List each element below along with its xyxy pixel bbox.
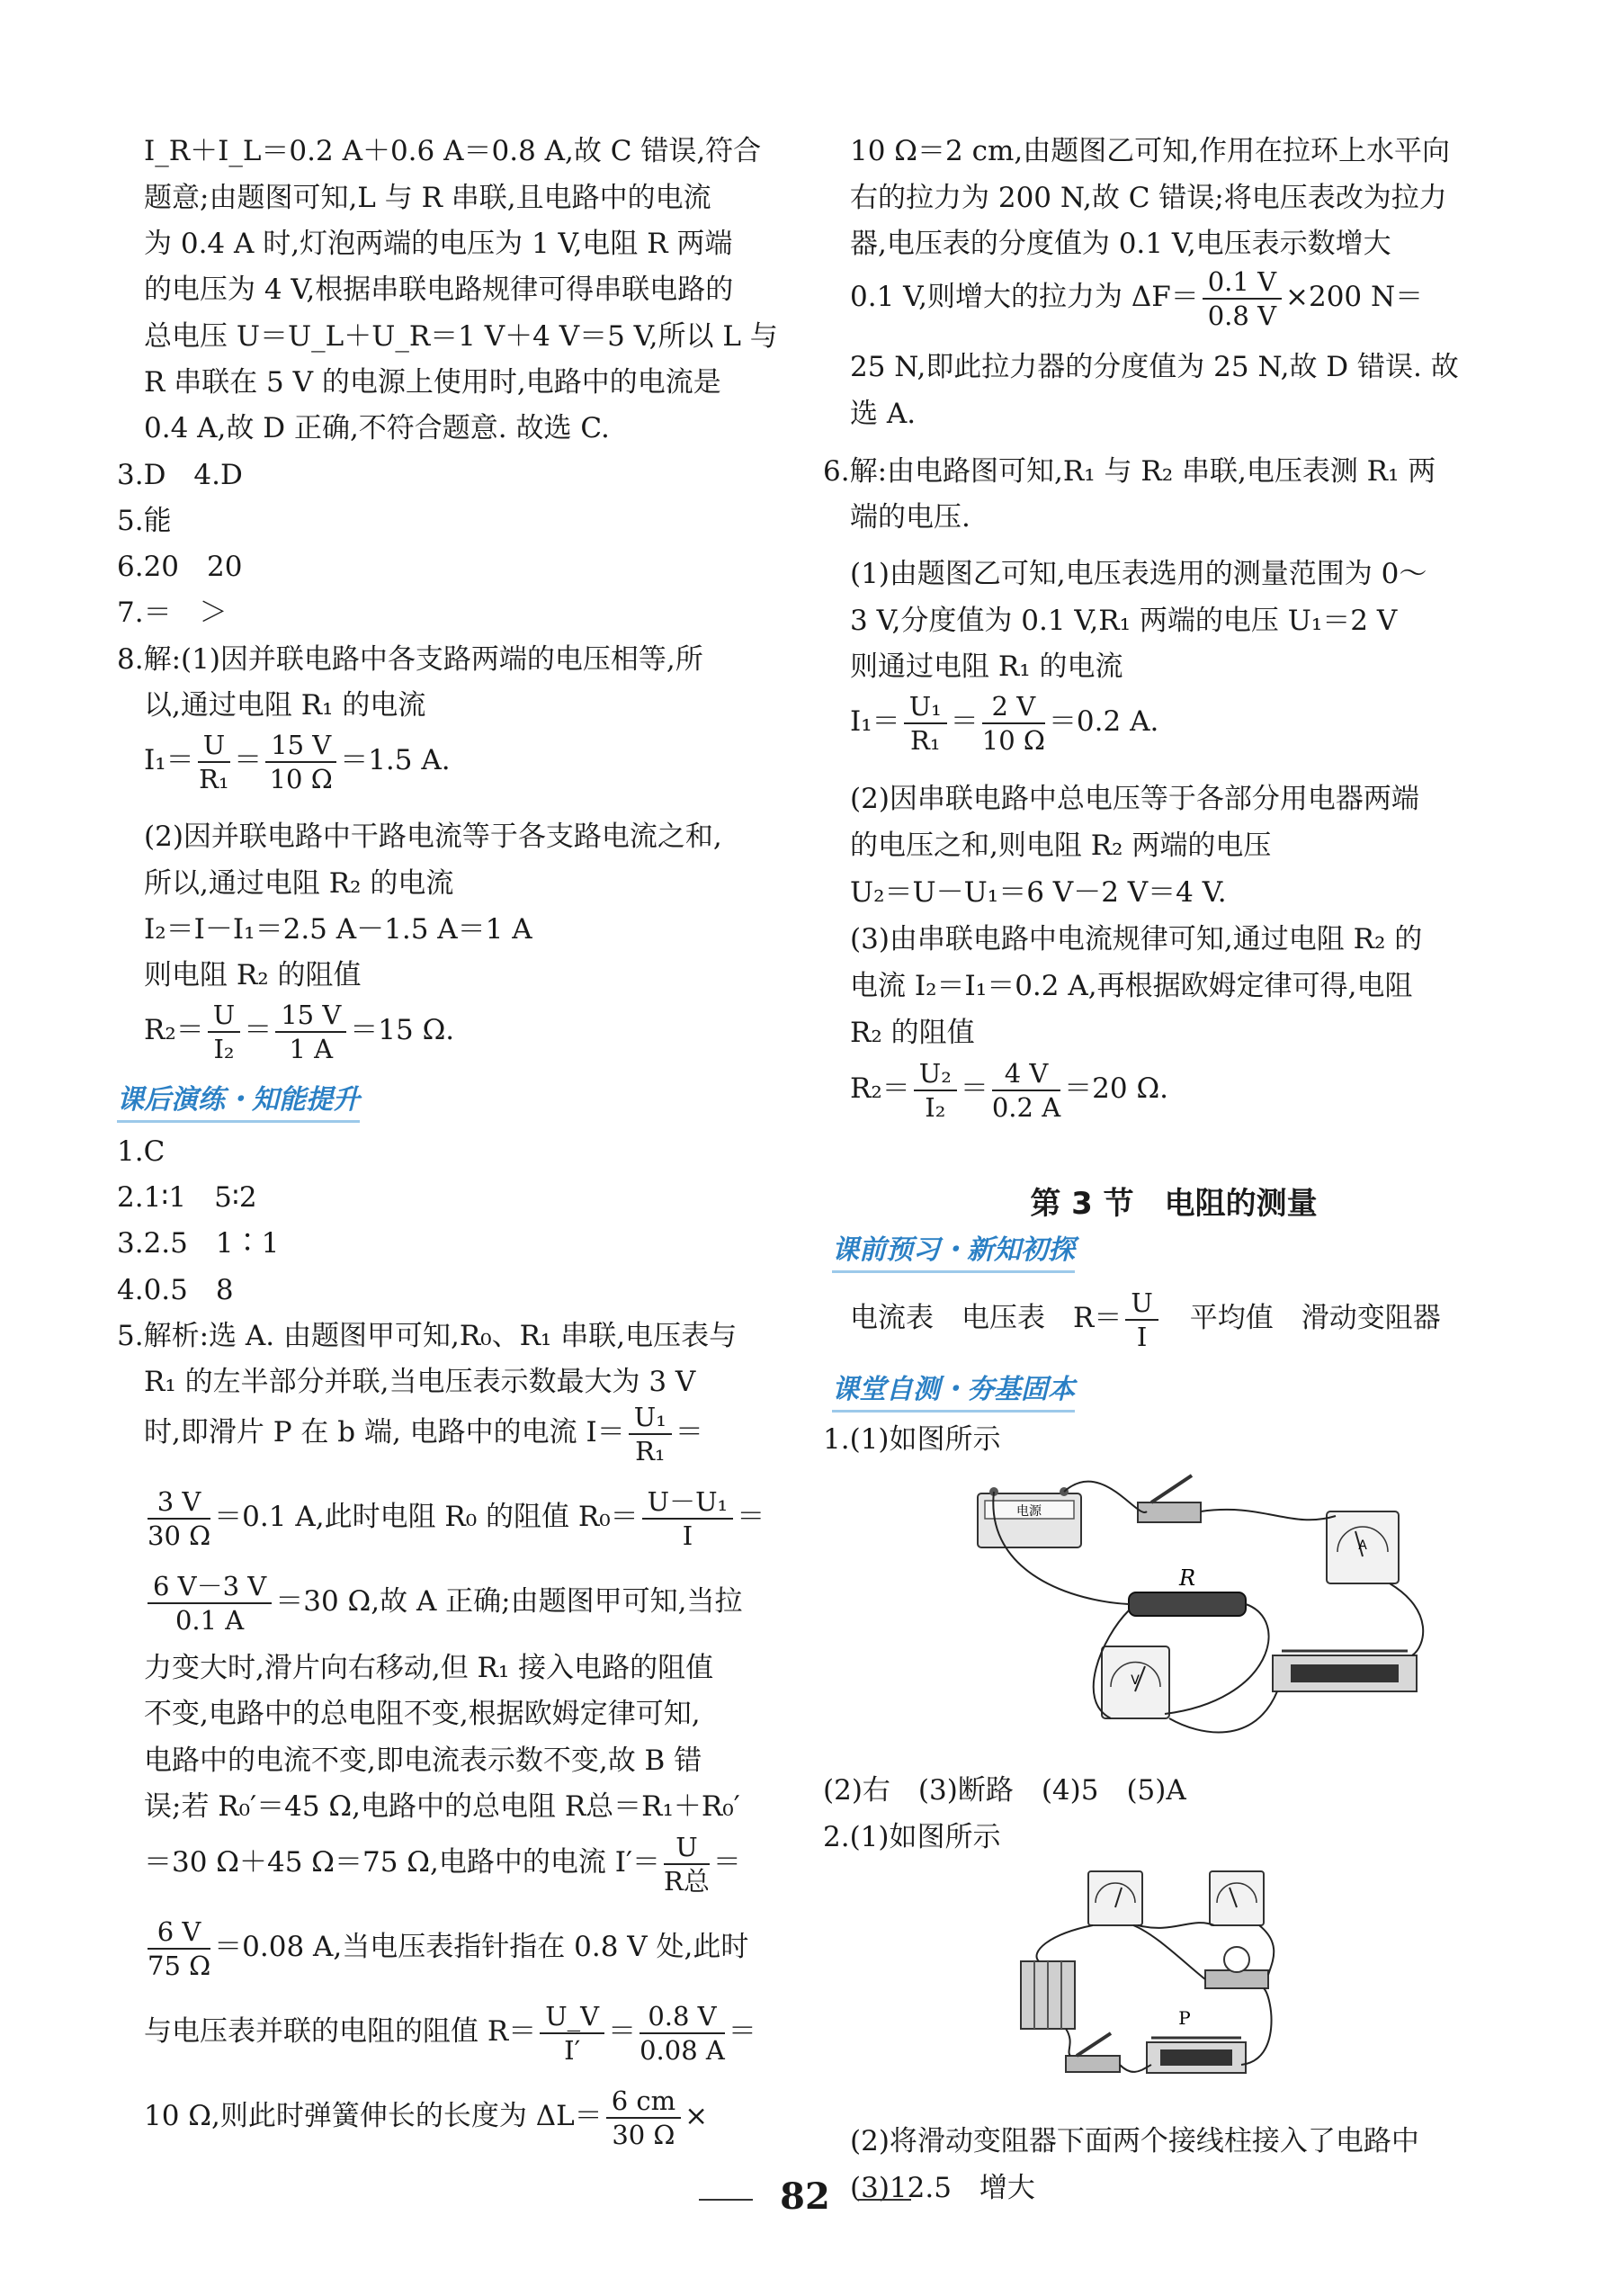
numerator: 6 V－3 V: [148, 1570, 272, 1604]
numerator: 0.8 V: [640, 2000, 725, 2034]
formula-text: ＝: [960, 1072, 988, 1105]
text-line: 的电压之和,则电阻 R₂ 两端的电压: [850, 830, 1272, 862]
numerator: U: [664, 1831, 710, 1865]
page-number-dash: [857, 2199, 911, 2201]
denominator: 0.8 V: [1207, 300, 1277, 331]
text-line: 器,电压表的分度值为 0.1 V,电压表示数增大: [850, 228, 1391, 260]
formula-text: ＝: [737, 1501, 765, 1533]
wire: [1138, 1923, 1214, 1928]
denominator: I: [1136, 1321, 1148, 1352]
formula-line: [144, 2080, 708, 2152]
denominator: R总: [664, 1865, 710, 1897]
formula-line: [850, 1282, 1441, 1354]
formula-text: 时,即滑片 P 在 b 端, 电路中的电流 I＝: [144, 1416, 625, 1448]
fraction: [148, 1485, 210, 1552]
answer-line: 2.(1)如图所示: [823, 1821, 1001, 1853]
formula-line: [144, 1911, 748, 1983]
text-line: 力变大时,滑片向右移动,但 R₁ 接入电路的阻值: [144, 1652, 714, 1684]
denominator: R₁: [635, 1435, 666, 1466]
circuit-figure-1: [967, 1466, 1453, 1763]
denominator: 30 Ω: [148, 1520, 211, 1551]
formula-line: [144, 724, 451, 796]
ammeter-label: A: [1358, 1538, 1367, 1553]
formula-text: 电流表 电压表 R＝: [850, 1302, 1123, 1334]
formula-text: ＝30 Ω,故 A 正确;由题图甲可知,当拉: [275, 1585, 743, 1618]
formula-text: ＝: [712, 1846, 741, 1879]
text-line: U₂＝U－U₁＝6 V－2 V＝4 V.: [850, 876, 1227, 909]
fraction: [914, 1057, 957, 1124]
answer-line: 5.解析:选 A. 由题图甲可知,R₀、R₁ 串联,电压表与: [117, 1320, 738, 1352]
formula-text: I₁＝: [144, 744, 194, 776]
denominator: 75 Ω: [148, 1950, 211, 1981]
section-title: 课前预习・新知初探: [832, 1233, 1075, 1273]
switch-lever: [1077, 2033, 1111, 2056]
numerator: U₁: [904, 690, 947, 724]
text-line: (2)因串联电路中总电压等于各部分用电器两端: [850, 783, 1419, 815]
fraction: [606, 2085, 681, 2151]
formula-text: 平均值 滑动变阻器: [1161, 1302, 1441, 1334]
formula-line: [850, 686, 1158, 758]
numerator: U₂: [914, 1057, 957, 1091]
text-line: 以,通过电阻 R₁ 的电流: [144, 689, 426, 722]
power-label: 电源: [1016, 1504, 1042, 1519]
numerator: 15 V: [275, 999, 346, 1033]
text-line: R₁ 的左半部分并联,当电压表示数最大为 3 V: [144, 1366, 696, 1398]
formula-text: ＝: [950, 705, 979, 738]
text-line: 则通过电阻 R₁ 的电流: [850, 650, 1123, 683]
denominator: 10 Ω: [981, 724, 1045, 756]
formula-line: [144, 1996, 756, 2067]
answer-line: 6.20 20: [117, 551, 243, 583]
rheostat-coil: [1160, 2049, 1232, 2066]
fraction: [275, 999, 346, 1065]
numerator: U－U₁: [642, 1485, 734, 1520]
subsection-heading: 第 3 节 电阻的测量: [1030, 1186, 1318, 1222]
lamp-bulb: [1224, 1947, 1249, 1972]
formula-text: ＝20 Ω.: [1064, 1072, 1168, 1105]
slider-label: P: [1178, 2007, 1191, 2029]
formula-text: R₂＝: [144, 1014, 204, 1046]
denominator: 0.08 A: [640, 2034, 725, 2066]
formula-text: ＝: [244, 1014, 273, 1046]
text-line: 电流 I₂＝I₁＝0.2 A,再根据欧姆定律可得,电阻: [850, 970, 1413, 1002]
formula-text: ＝0.1 A,此时电阻 R₀ 的阻值 R₀＝: [214, 1501, 639, 1533]
voltmeter-label: V: [1131, 1673, 1140, 1688]
resistor-label: R: [1178, 1565, 1196, 1591]
text-line: 误;若 R₀′＝45 Ω,电路中的总电阻 R总＝R₁＋R₀′: [144, 1790, 740, 1823]
formula-line: [144, 1826, 741, 1898]
wire: [1165, 1604, 1269, 1714]
text-line: (3)12.5 增大: [850, 2172, 1035, 2204]
denominator: I′: [564, 2034, 581, 2066]
fraction: [1203, 265, 1282, 332]
formula-text: ×200 N＝: [1285, 281, 1424, 313]
text-line: 电路中的电流不变,即电流表示数不变,故 B 错: [144, 1744, 702, 1777]
numerator: 3 V: [148, 1485, 210, 1520]
answer-line: 1.(1)如图所示: [823, 1423, 1001, 1456]
numerator: U: [198, 729, 230, 763]
formula-text: ＝: [675, 1416, 703, 1448]
text-line: 总电压 U＝U_L＋U_R＝1 V＋4 V＝5 V,所以 L 与: [144, 320, 778, 353]
switch-base: [1066, 2056, 1120, 2072]
formula-line: [144, 994, 454, 1066]
text-line: 不变,电路中的总电阻不变,根据欧姆定律可知,: [144, 1698, 701, 1730]
fraction: [904, 690, 947, 757]
fraction: [148, 1915, 210, 1982]
text-line: 10 Ω＝2 cm,由题图乙可知,作用在拉环上水平向: [850, 135, 1451, 167]
wire: [1259, 1925, 1274, 1975]
formula-text: ＝15 Ω.: [350, 1014, 455, 1046]
text-line: 选 A.: [850, 398, 917, 430]
text-line: 所以,通过电阻 R₂ 的电流: [144, 867, 454, 900]
text-line: (2)将滑动变阻器下面两个接线柱接入了电路中: [850, 2125, 1419, 2157]
denominator: 1 A: [289, 1033, 334, 1064]
fraction: [629, 1401, 672, 1467]
formula-line: [144, 1481, 765, 1553]
numerator: 15 V: [265, 729, 336, 763]
answer-line: 6.解:由电路图可知,R₁ 与 R₂ 串联,电压表测 R₁ 两: [823, 455, 1436, 488]
page-number: [0, 2175, 1610, 2218]
formula-text: I₁＝: [850, 705, 900, 738]
wire: [1133, 1925, 1205, 1979]
formula-line: [144, 1396, 703, 1468]
text-line: 3 V,分度值为 0.1 V,R₁ 两端的电压 U₁＝2 V: [850, 605, 1398, 637]
formula-text: ＝0.2 A.: [1048, 705, 1159, 738]
numerator: U: [208, 999, 240, 1033]
wire: [1201, 1510, 1336, 1520]
formula-line: [144, 1565, 742, 1637]
text-line: 0.4 A,故 D 正确,不符合题意. 故选 C.: [144, 412, 610, 444]
circuit-figure-2: [1012, 1862, 1354, 2114]
fraction: [664, 1831, 710, 1897]
fraction: [540, 2000, 604, 2067]
text-line: (1)由题图乙可知,电压表选用的测量范围为 0～: [850, 558, 1427, 590]
section-title: 课堂自测・夯基固本: [832, 1372, 1075, 1413]
answer-line: 2.1∶1 5∶2: [117, 1181, 257, 1214]
rheostat-coil: [1291, 1664, 1399, 1682]
denominator: R₁: [199, 763, 229, 794]
numerator: 0.1 V: [1203, 265, 1282, 300]
text-line: 题意;由题图可知,L 与 R 串联,且电路中的电流: [144, 182, 711, 214]
numerator: 4 V: [992, 1057, 1060, 1091]
text-line: I_R＋I_L＝0.2 A＋0.6 A＝0.8 A,故 C 错误,符合: [144, 135, 762, 167]
formula-text: ＝: [234, 744, 263, 776]
text-line: 端的电压.: [850, 501, 970, 534]
formula-text: R₂＝: [850, 1072, 910, 1105]
wire: [1066, 2029, 1070, 2056]
text-line: (2)因并联电路中干路电流等于各支路电流之和,: [144, 821, 722, 853]
fraction: [992, 1057, 1060, 1124]
answer-line: 7.＝ ＞: [117, 596, 228, 629]
switch-base: [1138, 1502, 1201, 1522]
resistor: [1129, 1592, 1246, 1616]
denominator: 10 Ω: [269, 763, 333, 794]
switch-lever: [1151, 1475, 1192, 1502]
numerator: U_V: [540, 2000, 604, 2034]
answer-line: 1.C: [117, 1135, 165, 1168]
fraction: [982, 690, 1045, 757]
formula-text: ×: [684, 2100, 709, 2132]
numerator: U₁: [629, 1401, 672, 1435]
page-number-text: 82: [780, 2175, 830, 2218]
text-line: I₂＝I－I₁＝2.5 A－1.5 A＝1 A: [144, 913, 532, 946]
numerator: U: [1125, 1287, 1158, 1321]
answer-line: (2)右 (3)断路 (4)5 (5)A: [823, 1774, 1186, 1807]
fraction: [208, 999, 240, 1065]
fraction: [265, 729, 336, 795]
formula-text: 10 Ω,则此时弹簧伸长的长度为 ΔL＝: [144, 2100, 603, 2132]
answer-line: 3.2.5 1∶1: [117, 1227, 280, 1260]
text-line: 右的拉力为 200 N,故 C 错误;将电压表改为拉力: [850, 182, 1447, 214]
answer-line: 4.0.5 8: [117, 1274, 234, 1306]
wire: [1037, 1925, 1094, 1961]
wire: [1390, 1583, 1423, 1655]
text-line: (3)由串联电路中电流规律可知,通过电阻 R₂ 的: [850, 923, 1423, 955]
fraction: [148, 1570, 272, 1637]
text-line: R₂ 的阻值: [850, 1017, 975, 1049]
denominator: I₂: [213, 1033, 235, 1064]
answer-line: 8.解:(1)因并联电路中各支路两端的电压相等,所: [117, 643, 703, 676]
numerator: 6 cm: [606, 2085, 681, 2119]
formula-text: ＝0.08 A,当电压表指针指在 0.8 V 处,此时: [214, 1931, 749, 1963]
text-line: 的电压为 4 V,根据串联电路规律可得串联电路的: [144, 274, 734, 306]
fraction: [198, 729, 230, 795]
denominator: I: [682, 1520, 693, 1551]
text-line: 25 N,即此拉力器的分度值为 25 N,故 D 错误. 故: [850, 351, 1459, 383]
formula-text: ＝: [728, 2015, 756, 2048]
numerator: 2 V: [982, 690, 1045, 724]
formula-text: ＝: [608, 2015, 637, 2048]
fraction: [640, 2000, 725, 2067]
answer-line: 3.D 4.D: [117, 459, 243, 491]
answer-line: 5.能: [117, 505, 172, 537]
denominator: 30 Ω: [612, 2119, 675, 2150]
numerator: 6 V: [148, 1915, 210, 1950]
formula-line: [850, 1053, 1168, 1125]
fraction: [1125, 1287, 1158, 1353]
fraction: [642, 1485, 734, 1552]
text-line: 为 0.4 A 时,灯泡两端的电压为 1 V,电阻 R 两端: [144, 228, 733, 260]
formula-text: ＝30 Ω＋45 Ω＝75 Ω,电路中的电流 I′＝: [144, 1846, 660, 1879]
text-line: R 串联在 5 V 的电源上使用时,电路中的电流是: [144, 366, 721, 399]
denominator: I₂: [925, 1091, 946, 1123]
text-line: 则电阻 R₂ 的阻值: [144, 959, 362, 991]
denominator: 0.2 A: [991, 1091, 1061, 1123]
denominator: 0.1 A: [174, 1604, 245, 1636]
formula-text: ＝1.5 A.: [340, 744, 451, 776]
page-number-dash: [699, 2199, 753, 2201]
denominator: R₁: [909, 724, 941, 756]
section-title: 课后演练・知能提升: [117, 1082, 360, 1123]
formula-text: 与电压表并联的电阻的阻值 R＝: [144, 2015, 537, 2048]
formula-line: [850, 261, 1423, 333]
formula-text: 0.1 V,则增大的拉力为 ΔF＝: [850, 281, 1199, 313]
